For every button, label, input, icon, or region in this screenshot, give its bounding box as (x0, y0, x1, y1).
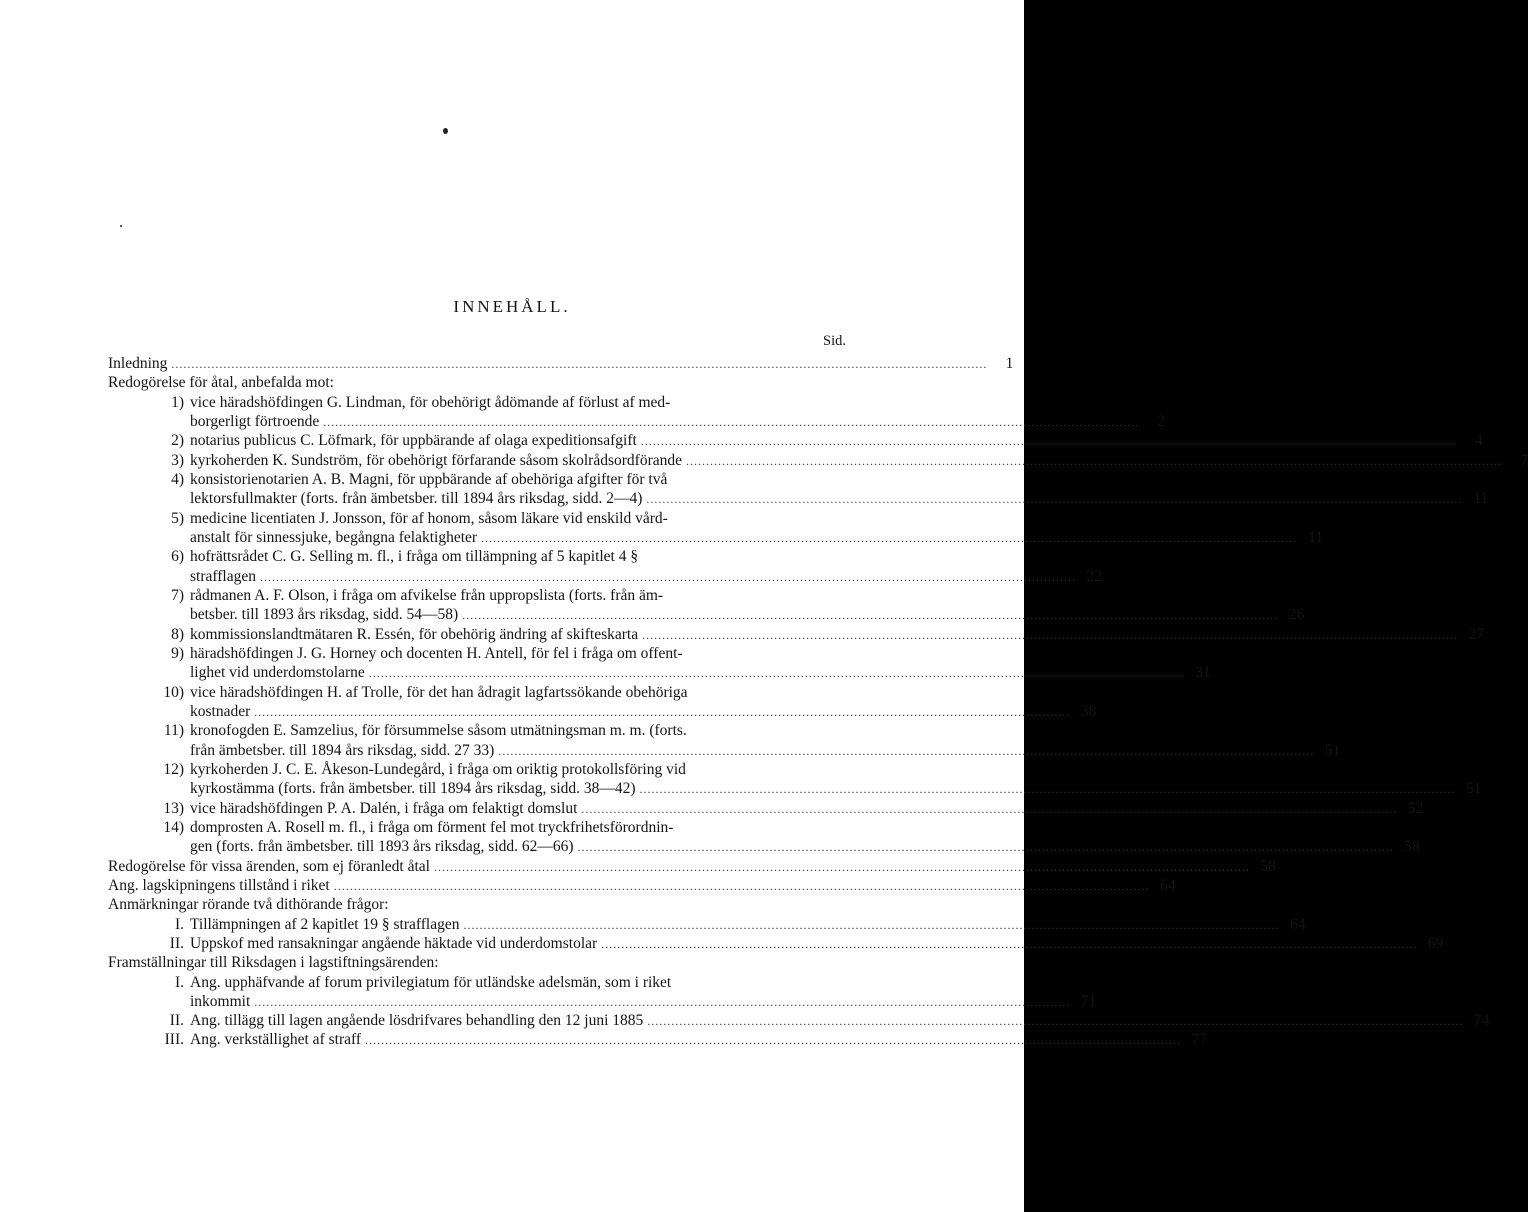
toc-page-number: 11 (1473, 490, 1489, 508)
toc-entry (108, 470, 846, 489)
toc-entry-text: Tillämpningen af 2 kapitlet 19 § strafflagen (190, 915, 460, 933)
toc-page-number: 51 (1466, 780, 1482, 798)
toc-entry (108, 799, 1424, 818)
toc-entry-number: 2) (171, 432, 184, 450)
toc-page-number: 58 (1260, 857, 1276, 875)
toc-entry (108, 431, 1483, 450)
toc-page-number: 11 (1308, 528, 1324, 546)
toc-entry-text: strafflagen (190, 567, 256, 585)
dot-leader (463, 916, 1279, 935)
toc-entry-text: Ang. lagskipningens tillstånd i riket (108, 876, 330, 894)
toc-page-number: 22 (1086, 567, 1102, 585)
toc-entry-number: 10) (163, 683, 184, 701)
toc-entry-number: 14) (163, 818, 184, 836)
toc-entry-number: II. (169, 934, 184, 952)
toc-entry-text: Redogörelse för vissa ärenden, som ej föranledt åtal (108, 857, 430, 875)
toc-entry (108, 779, 1482, 798)
toc-entry-text: Ang. tillägg till lagen angående lösdrifvares behandling den 12 juni 1885 (190, 1012, 644, 1030)
dot-leader (323, 413, 1139, 432)
toc-entry (108, 876, 1176, 895)
toc-entry (108, 354, 1014, 373)
toc-entry (108, 451, 1528, 470)
dot-leader (365, 1031, 1181, 1050)
toc-entry-text: rådmanen A. F. Olson, i fråga om afvikelse från uppropslista (forts. från äm- (190, 586, 664, 604)
toc-entry-text: Anmärkningar rörande två dithörande frågor: (108, 896, 389, 914)
dot-leader (601, 935, 1417, 954)
toc-entry (108, 760, 846, 779)
ink-speck (443, 128, 448, 134)
toc-entry (108, 412, 1166, 431)
dot-leader (641, 432, 1457, 451)
toc-entry-text: borgerligt förtroende (190, 412, 320, 430)
toc-entry-number: 8) (171, 625, 184, 643)
toc-page-number: 31 (1195, 664, 1211, 682)
toc-entry (108, 547, 846, 566)
toc-entry-number: 7) (171, 586, 184, 604)
toc-entry (108, 992, 1097, 1011)
dot-leader (260, 568, 1076, 587)
toc-entry (108, 702, 1097, 721)
toc-entry-number: 9) (171, 644, 184, 662)
dot-leader (171, 355, 987, 374)
toc-entry-text: Redogörelse för åtal, anbefalda mot: (108, 374, 334, 392)
dot-leader (646, 490, 1462, 509)
toc-entry-text: notarius publicus C. Löfmark, för uppbärande af olaga expeditionsafgift (190, 432, 637, 450)
page-title: INNEHÅLL. (453, 297, 571, 316)
toc-entry-text: lektorsfullmakter (forts. från ämbetsber. till 1894 års riksdag, sidd. 2—4) (190, 490, 643, 508)
toc-entry-text: domprosten A. Rosell m. fl., i fråga om förment fel mot tryckfrihetsförordnin- (190, 818, 674, 836)
dot-leader (434, 858, 1250, 877)
toc-entry-number: III. (164, 1031, 184, 1049)
toc-entry-text: kronofogden E. Samzelius, för försummelse såsom utmätningsman m. m. (forts. (190, 722, 687, 740)
toc-entry-text: kostnader (190, 702, 251, 720)
toc-page-number: 38 (1080, 702, 1097, 720)
toc-page-number: 64 (1160, 876, 1176, 894)
toc-entry-number: 5) (171, 509, 184, 527)
dot-leader (254, 703, 1070, 722)
dot-leader (642, 626, 1458, 645)
toc-page-number: 74 (1473, 1012, 1490, 1030)
toc-entry-text: kyrkoherden K. Sundström, för obehörigt förfarande såsom skolrådsordförande (190, 451, 682, 469)
toc-entry (108, 953, 846, 972)
toc-entry (108, 741, 1341, 760)
toc-entry-text: konsistorienotarien A. B. Magni, för uppbärande af obehöriga afgifter för två (190, 470, 668, 488)
toc-page-number: 51 (1324, 741, 1341, 759)
toc-entry-text: Ang. upphäfvande af forum privilegiatum för utländske adelsmän, som i riket (190, 973, 672, 991)
toc-entry (108, 528, 1324, 547)
toc-entry-text: kommissionslandtmätaren R. Essén, för obehörig ändring af skifteskarta (190, 625, 639, 643)
toc-entry-text: hofrättsrådet C. G. Selling m. fl., i fråga om tillämpning af 5 kapitlet 4 § (190, 548, 639, 566)
toc-page-number: 69 (1427, 934, 1444, 952)
dot-leader (578, 838, 1394, 857)
toc-entry (108, 586, 846, 605)
toc-entry-number: 3) (171, 451, 184, 469)
dot-leader (254, 993, 1070, 1012)
dot-leader (462, 606, 1278, 625)
toc-entry (108, 721, 846, 740)
toc-entry-number: I. (174, 915, 184, 933)
toc-entry (108, 915, 1306, 934)
toc-entry (108, 1030, 1208, 1049)
toc-entry-text: Uppskof med ransakningar angående häktade vid underdomstolar (190, 934, 598, 952)
toc-page-number: 64 (1289, 915, 1306, 933)
toc-page-number: 52 (1407, 799, 1424, 817)
toc-entry-text: Inledning (108, 355, 168, 372)
toc-entry (108, 837, 1420, 856)
dot-leader (647, 1012, 1463, 1031)
toc-entry (108, 489, 1489, 508)
toc-entry (108, 663, 1211, 682)
toc-entry-text: medicine licentiaten J. Jonsson, för af honom, såsom läkare vid enskild vård- (190, 509, 668, 527)
toc-entry-text: inkommit (190, 992, 251, 1010)
toc-entry (108, 683, 846, 702)
toc-entry-number: 1) (171, 393, 184, 411)
toc-entry (108, 625, 1485, 644)
toc-entry-text: vice häradshöfdingen H. af Trolle, för det han ådragit lagfartssökande obehöriga (190, 683, 688, 701)
toc-page-number: 1 (1005, 355, 1014, 372)
toc-entry-text: lighet vid underdomstolarne (190, 664, 365, 682)
toc-entry-number: 12) (163, 760, 184, 778)
toc-entry (108, 393, 846, 412)
toc-entry-text: Ang. verkställighet af straff (190, 1031, 362, 1049)
toc-entry-text: vice häradshöfdingen G. Lindman, för obehörigt ådömande af förlust af med- (190, 393, 671, 411)
toc-page-number: 77 (1191, 1031, 1208, 1049)
dot-leader (334, 877, 1150, 896)
dot-leader (498, 742, 1314, 761)
ink-speck (120, 225, 122, 227)
toc-entry (108, 644, 846, 663)
toc-page-number: 7 (1520, 451, 1528, 469)
toc-entry (108, 509, 846, 528)
dot-leader (481, 529, 1297, 548)
toc-entry-text: gen (forts. från ämbetsber. till 1893 års riksdag, sidd. 62—66) (190, 838, 574, 856)
toc-entry (108, 373, 846, 392)
toc-entry-text: Framställningar till Riksdagen i lagstiftningsärenden: (108, 954, 439, 972)
page-column-header: Sid. (823, 333, 846, 349)
toc-entry (108, 567, 1102, 586)
dot-leader (640, 780, 1456, 799)
toc-entry-text: betsber. till 1893 års riksdag, sidd. 54—58) (190, 606, 459, 624)
toc-entry (108, 857, 1276, 876)
toc-page-number: 26 (1288, 606, 1305, 624)
toc-entry (108, 973, 846, 992)
dot-leader (369, 664, 1185, 683)
toc-entry (108, 1011, 1490, 1030)
table-of-contents (108, 354, 1528, 1050)
toc-entry-number: 11) (163, 722, 184, 740)
toc-entry-number: 13) (163, 799, 184, 817)
toc-entry-number: 4) (171, 470, 184, 488)
toc-entry (108, 895, 846, 914)
toc-page-number: 27 (1468, 625, 1485, 643)
toc-entry-text: häradshöfdingen J. G. Horney och docenten H. Antell, för fel i fråga om offent- (190, 644, 683, 662)
toc-entry (108, 818, 846, 837)
dot-leader (581, 800, 1397, 819)
toc-entry (108, 605, 1305, 624)
toc-entry-number: II. (169, 1012, 184, 1030)
toc-entry (108, 934, 1444, 953)
toc-page-number: 4 (1475, 432, 1483, 450)
toc-entry-text: kyrkoherden J. C. E. Åkeson-Lundegård, i fråga om oriktig protokollsföring vid (190, 760, 686, 778)
toc-page-number: 71 (1080, 992, 1097, 1010)
toc-entry-text: vice häradshöfdingen P. A. Dalén, i fråga om felaktigt domslut (190, 799, 578, 817)
toc-page-number: 2 (1157, 412, 1166, 430)
toc-entry-text: anstalt för sinnessjuke, begångna felaktigheter (190, 528, 478, 546)
dot-leader (686, 452, 1502, 471)
toc-entry-number: I. (174, 973, 184, 991)
toc-page-number: 58 (1404, 838, 1420, 856)
toc-entry-number: 6) (171, 548, 184, 566)
toc-entry-text: från ämbetsber. till 1894 års riksdag, sidd. 27 33) (190, 741, 495, 759)
toc-entry-text: kyrkostämma (forts. från ämbetsber. till 1894 års riksdag, sidd. 38—42) (190, 780, 636, 798)
